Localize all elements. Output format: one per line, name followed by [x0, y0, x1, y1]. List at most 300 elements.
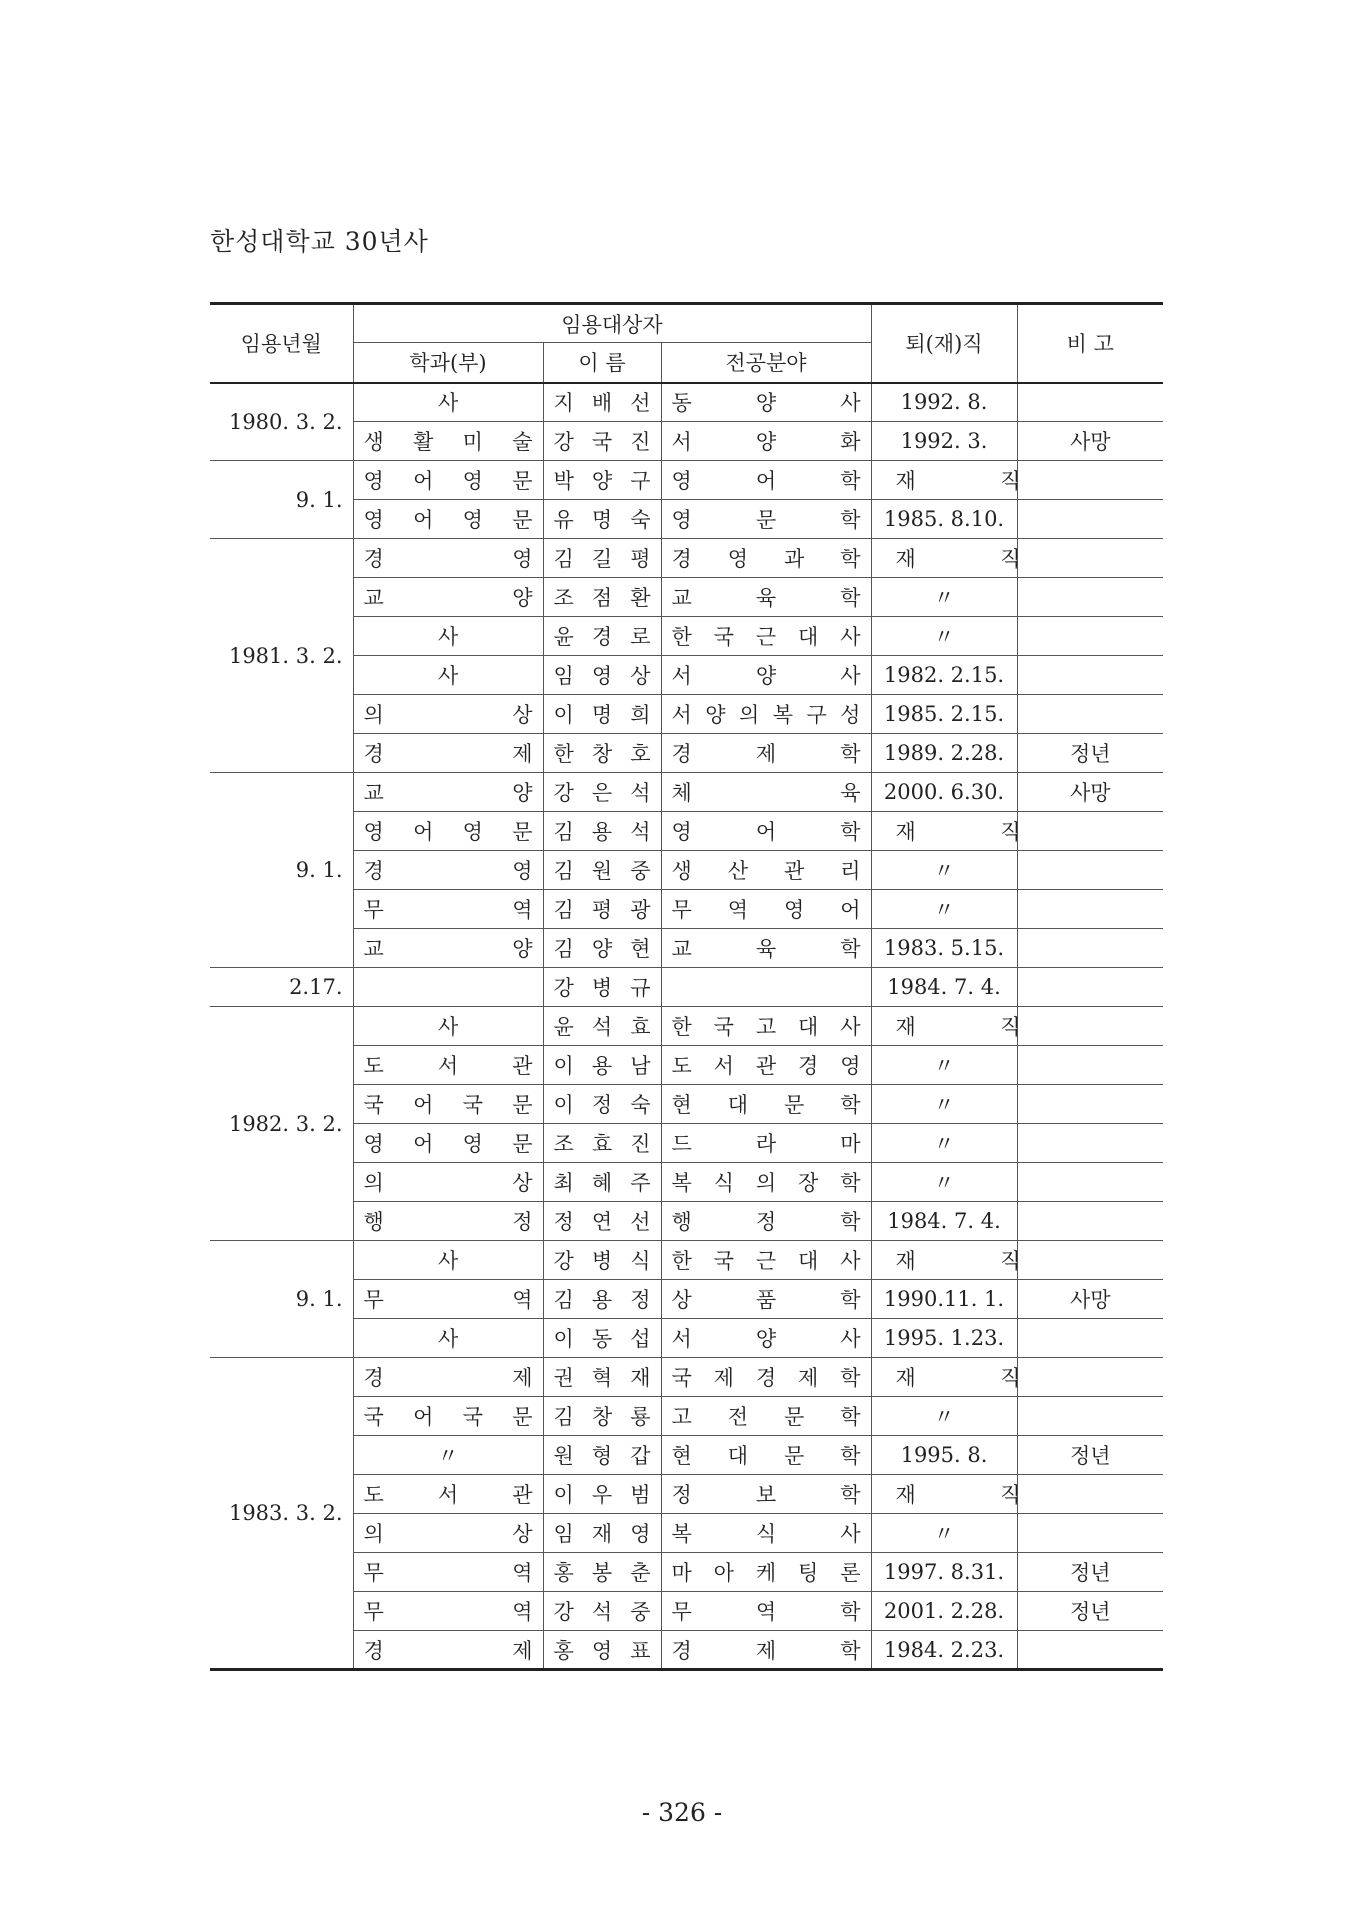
field-cell-text: 경 제 학 [671, 742, 861, 766]
retire-cell-text: 1992. 8. [900, 390, 988, 415]
table-row [210, 578, 1163, 617]
table-row [210, 890, 1163, 929]
table-body [210, 383, 1163, 1670]
field-cell-text: 현 대 문 학 [671, 1444, 861, 1468]
name-cell [543, 1631, 661, 1670]
appointment-date: 1981. 3. 2. [210, 539, 353, 773]
field-cell-text: 복 식 의 장 학 [671, 1171, 861, 1195]
retire-cell-text: 재 직 [895, 1483, 1021, 1507]
retire-cell [871, 929, 1017, 968]
dept-cell-text: 경 제 [363, 742, 533, 766]
dept-cell [353, 1358, 543, 1397]
table-row [210, 1163, 1163, 1202]
retire-cell [871, 1163, 1017, 1202]
field-cell [661, 1553, 871, 1592]
retire-cell [871, 461, 1021, 500]
name-cell-text: 윤 경 로 [553, 625, 651, 649]
name-cell-text: 조 효 진 [553, 1132, 651, 1156]
name-cell-text: 김 길 평 [553, 547, 651, 571]
name-cell [543, 1514, 661, 1553]
field-cell-text: 고 전 문 학 [671, 1405, 861, 1429]
page-number: - 326 - [641, 1798, 723, 1827]
dept-cell [353, 1202, 543, 1241]
name-cell [543, 929, 661, 968]
dept-cell [353, 773, 543, 812]
retire-cell-text: 재 직 [895, 820, 1021, 844]
dept-cell-text: 경 제 [363, 1366, 533, 1390]
name-cell-text: 임 영 상 [553, 664, 651, 688]
field-cell-text: 서 양 사 [671, 1327, 861, 1351]
dept-cell-text: 의 상 [363, 1171, 533, 1195]
retire-cell-text: 1984. 7. 4. [887, 1209, 1001, 1233]
table-row [210, 1553, 1163, 1592]
retire-cell-text: 1985. 2.15. [883, 702, 1005, 726]
field-cell [661, 1202, 871, 1241]
field-cell [661, 1280, 871, 1319]
table-row [210, 695, 1163, 734]
dept-cell-text: 국 어 국 문 [363, 1405, 533, 1429]
retire-cell [871, 968, 1017, 1007]
appointment-date: 9. 1. [210, 461, 353, 539]
retire-cell-text: 재 직 [895, 547, 1021, 571]
name-cell-text: 한 창 호 [553, 742, 651, 766]
retire-cell [871, 1085, 1017, 1124]
field-cell [661, 422, 871, 461]
retire-cell-text: 〃 [933, 1054, 955, 1078]
name-cell [543, 812, 661, 851]
note-cell [1017, 812, 1163, 851]
retire-cell-text: 2001. 2.28. [883, 1599, 1005, 1623]
retire-cell [871, 734, 1017, 773]
field-cell [661, 1397, 871, 1436]
dept-cell [353, 812, 543, 851]
name-cell [543, 617, 661, 656]
dept-cell [353, 422, 543, 461]
note-cell [1017, 1007, 1163, 1046]
name-cell-text: 강 은 석 [553, 781, 651, 805]
dept-cell-text: 생 활 미 술 [363, 430, 533, 454]
dept-cell-text: 영 어 영 문 [363, 469, 533, 493]
table-row [210, 1085, 1163, 1124]
name-cell [543, 422, 661, 461]
name-cell [543, 1553, 661, 1592]
header-retire: 퇴(재)직 [871, 304, 1017, 383]
field-cell [661, 1358, 871, 1397]
retire-cell-text: 〃 [933, 1522, 955, 1546]
retire-cell-text: 1995. 1.23. [883, 1326, 1005, 1350]
note-cell [1017, 968, 1163, 1007]
retire-cell [871, 812, 1021, 851]
name-cell-text: 원 형 갑 [553, 1444, 651, 1468]
field-cell-text: 도 서 관 경 영 [671, 1054, 861, 1078]
table-row [210, 500, 1163, 539]
retire-cell [871, 695, 1017, 734]
table-row [210, 812, 1163, 851]
dept-cell [353, 1397, 543, 1436]
name-cell-text: 이 정 숙 [553, 1093, 651, 1117]
field-cell [661, 1319, 871, 1358]
table-row [210, 773, 1163, 812]
note-cell [1017, 1085, 1163, 1124]
appointment-table [210, 302, 1163, 1671]
retire-cell-text: 재 직 [895, 1015, 1021, 1039]
dept-cell-text: 무 역 [363, 898, 533, 922]
retire-cell [871, 851, 1017, 890]
dept-cell [353, 734, 543, 773]
dept-cell-text: 의 상 [363, 1522, 533, 1546]
retire-cell [871, 1280, 1017, 1319]
note-cell [1017, 1241, 1163, 1280]
dept-cell-text: 영 어 영 문 [363, 508, 533, 532]
field-cell-text: 상 품 학 [671, 1288, 861, 1312]
note-cell [1017, 1592, 1163, 1631]
dept-cell-text: 사 [437, 1327, 459, 1351]
field-cell [661, 773, 871, 812]
table-row [210, 1397, 1163, 1436]
name-cell [543, 695, 661, 734]
retire-cell [871, 1514, 1017, 1553]
retire-cell-text: 1984. 2.23. [883, 1637, 1005, 1662]
field-cell-text: 교 육 학 [671, 937, 861, 961]
running-header: 한성대학교 30년사 [210, 227, 429, 256]
note-cell [1017, 539, 1163, 578]
header-dept: 학과(부) [353, 343, 543, 383]
dept-cell [353, 929, 543, 968]
name-cell-text: 조 점 환 [553, 586, 651, 610]
dept-cell [353, 1241, 543, 1280]
table-row [210, 656, 1163, 695]
note-cell [1017, 422, 1163, 461]
dept-cell-text: 교 양 [363, 781, 533, 805]
field-cell-text: 서 양 화 [671, 430, 861, 454]
retire-cell-text: 1990.11. 1. [883, 1287, 1005, 1311]
name-cell [543, 1358, 661, 1397]
table-row [210, 1319, 1163, 1358]
dept-cell-text: 경 영 [363, 859, 533, 883]
name-cell-text: 박 양 구 [553, 469, 651, 493]
field-cell-text: 영 문 학 [671, 508, 861, 532]
retire-cell [871, 1241, 1021, 1280]
name-cell-text: 김 창 룡 [553, 1405, 651, 1429]
field-cell-text: 동 양 사 [671, 391, 861, 416]
dept-cell [353, 1553, 543, 1592]
dept-cell-text: 영 어 영 문 [363, 820, 533, 844]
field-cell [661, 1514, 871, 1553]
note-cell [1017, 1514, 1163, 1553]
table-row [210, 422, 1163, 461]
name-cell-text: 홍 봉 춘 [553, 1561, 651, 1585]
dept-cell [353, 1592, 543, 1631]
name-cell-text: 강 병 식 [553, 1249, 651, 1273]
retire-cell-text: 〃 [933, 1171, 955, 1195]
field-cell-text: 무 역 영 어 [671, 898, 861, 922]
field-cell [661, 1241, 871, 1280]
field-cell [661, 461, 871, 500]
table-row [210, 1631, 1163, 1670]
dept-cell [353, 539, 543, 578]
name-cell-text: 강 병 규 [553, 976, 651, 1000]
retire-cell-text: 재 직 [895, 1366, 1021, 1390]
note-cell-text: 정년 [1069, 1561, 1111, 1585]
field-cell [661, 929, 871, 968]
dept-cell-text: 사 [437, 625, 459, 649]
table-row [210, 539, 1163, 578]
name-cell [543, 851, 661, 890]
name-cell-text: 김 용 정 [553, 1288, 651, 1312]
dept-cell [353, 1475, 543, 1514]
dept-cell [353, 1280, 543, 1319]
name-cell [543, 1436, 661, 1475]
field-cell [661, 1046, 871, 1085]
note-cell [1017, 734, 1163, 773]
name-cell-text: 김 용 석 [553, 820, 651, 844]
field-cell [661, 1124, 871, 1163]
name-cell-text: 이 명 희 [553, 703, 651, 727]
field-cell-text: 영 어 학 [671, 469, 861, 493]
note-cell [1017, 1475, 1163, 1514]
field-cell-text: 무 역 학 [671, 1600, 861, 1624]
dept-cell-text: 교 양 [363, 586, 533, 610]
table-row [210, 734, 1163, 773]
field-cell-text: 체 육 [671, 781, 861, 805]
retire-cell [871, 539, 1021, 578]
name-cell-text: 이 동 섭 [553, 1327, 651, 1351]
note-cell [1017, 656, 1163, 695]
header-group: 임용대상자 [353, 304, 871, 343]
note-cell [1017, 890, 1163, 929]
dept-cell [353, 968, 543, 1007]
table-row [210, 1358, 1163, 1397]
table-row [210, 1280, 1163, 1319]
retire-cell [871, 617, 1017, 656]
field-cell-text: 정 보 학 [671, 1483, 861, 1507]
table-row [210, 1046, 1163, 1085]
field-cell [661, 851, 871, 890]
appointment-date: 1980. 3. 2. [210, 383, 353, 461]
table-row [210, 968, 1163, 1007]
field-cell-text: 서 양 사 [671, 664, 861, 688]
note-cell-text: 사망 [1069, 1288, 1111, 1312]
appointment-date: 9. 1. [210, 1241, 353, 1358]
name-cell-text: 홍 영 표 [553, 1638, 651, 1663]
field-cell-text: 서 양 의 복 구 성 [671, 703, 861, 727]
dept-cell [353, 890, 543, 929]
dept-cell [353, 1007, 543, 1046]
retire-cell-text: 재 직 [895, 1249, 1021, 1273]
retire-cell [871, 500, 1017, 539]
dept-cell [353, 1514, 543, 1553]
note-cell [1017, 1553, 1163, 1592]
field-cell [661, 1085, 871, 1124]
dept-cell-text: 사 [437, 664, 459, 688]
name-cell [543, 1280, 661, 1319]
field-cell [661, 578, 871, 617]
retire-cell [871, 1358, 1021, 1397]
field-cell [661, 500, 871, 539]
retire-cell-text: 〃 [933, 586, 955, 610]
name-cell [543, 656, 661, 695]
appointment-date: 1982. 3. 2. [210, 1007, 353, 1241]
note-cell [1017, 1358, 1163, 1397]
field-cell-text: 한 국 근 대 사 [671, 625, 861, 649]
retire-cell-text: 1985. 8.10. [883, 507, 1005, 531]
table-row [210, 1202, 1163, 1241]
dept-cell [353, 1046, 543, 1085]
field-cell [661, 383, 871, 422]
dept-cell-text: 국 어 국 문 [363, 1093, 533, 1117]
field-cell-text: 교 육 학 [671, 586, 861, 610]
name-cell [543, 1319, 661, 1358]
retire-cell [871, 578, 1017, 617]
note-cell-text: 정년 [1069, 1444, 1111, 1468]
name-cell [543, 383, 661, 422]
note-cell [1017, 1280, 1163, 1319]
name-cell [543, 539, 661, 578]
note-cell [1017, 1202, 1163, 1241]
name-cell-text: 최 혜 주 [553, 1171, 651, 1195]
retire-cell-text: 〃 [933, 1093, 955, 1117]
retire-cell-text: 1984. 7. 4. [887, 975, 1001, 999]
name-cell-text: 김 평 광 [553, 898, 651, 922]
name-cell [543, 734, 661, 773]
retire-cell [871, 1007, 1021, 1046]
dept-cell [353, 851, 543, 890]
field-cell [661, 656, 871, 695]
retire-cell [871, 773, 1017, 812]
name-cell-text: 강 석 중 [553, 1600, 651, 1624]
name-cell-text: 윤 석 효 [553, 1015, 651, 1039]
retire-cell [871, 1397, 1017, 1436]
note-cell [1017, 773, 1163, 812]
field-cell-text: 드 라 마 [671, 1132, 861, 1156]
field-cell [661, 890, 871, 929]
header-field: 전공분야 [661, 343, 871, 383]
field-cell [661, 1436, 871, 1475]
retire-cell-text: 1995. 8. [900, 1443, 988, 1467]
name-cell-text: 임 재 영 [553, 1522, 651, 1546]
field-cell-text: 경 제 학 [671, 1638, 861, 1663]
name-cell-text: 김 양 현 [553, 937, 651, 961]
name-cell-text: 김 원 중 [553, 859, 651, 883]
dept-cell-text: 영 어 영 문 [363, 1132, 533, 1156]
field-cell [661, 812, 871, 851]
dept-cell [353, 1163, 543, 1202]
retire-cell-text: 1992. 3. [900, 429, 988, 453]
dept-cell [353, 1124, 543, 1163]
field-cell-text: 한 국 고 대 사 [671, 1015, 861, 1039]
retire-cell [871, 1553, 1017, 1592]
name-cell-text: 이 우 범 [553, 1483, 651, 1507]
appointment-date: 9. 1. [210, 773, 353, 968]
dept-cell-text: 무 역 [363, 1561, 533, 1585]
field-cell [661, 734, 871, 773]
field-cell-text: 현 대 문 학 [671, 1093, 861, 1117]
note-cell [1017, 578, 1163, 617]
note-cell-text: 정년 [1069, 742, 1111, 766]
retire-cell-text: 〃 [933, 898, 955, 922]
table-row [210, 1475, 1163, 1514]
note-cell [1017, 1397, 1163, 1436]
table-row [210, 1514, 1163, 1553]
header-date: 임용년월 [210, 304, 353, 383]
field-cell [661, 1007, 871, 1046]
name-cell [543, 1202, 661, 1241]
name-cell [543, 890, 661, 929]
table-row [210, 1007, 1163, 1046]
dept-cell [353, 1085, 543, 1124]
field-cell [661, 695, 871, 734]
name-cell [543, 1124, 661, 1163]
retire-cell-text: 〃 [933, 859, 955, 883]
dept-cell [353, 656, 543, 695]
name-cell [543, 1475, 661, 1514]
field-cell-text: 경 영 과 학 [671, 547, 861, 571]
retire-cell-text: 1989. 2.28. [883, 741, 1005, 765]
dept-cell-text: 사 [437, 391, 459, 416]
field-cell [661, 1163, 871, 1202]
note-cell [1017, 1319, 1163, 1358]
retire-cell-text: 〃 [933, 1405, 955, 1429]
dept-cell-text: 도 서 관 [363, 1483, 533, 1507]
dept-cell [353, 578, 543, 617]
dept-cell-text: 경 영 [363, 547, 533, 571]
note-cell [1017, 1163, 1163, 1202]
dept-cell [353, 461, 543, 500]
table-row [210, 461, 1163, 500]
retire-cell [871, 1124, 1017, 1163]
field-cell-text: 행 정 학 [671, 1210, 861, 1234]
retire-cell [871, 383, 1017, 422]
retire-cell [871, 422, 1017, 461]
dept-cell [353, 500, 543, 539]
retire-cell [871, 1631, 1017, 1670]
retire-cell-text: 2000. 6.30. [883, 780, 1005, 804]
dept-cell-text: 의 상 [363, 703, 533, 727]
retire-cell [871, 1592, 1017, 1631]
dept-cell [353, 1319, 543, 1358]
dept-cell-text: 사 [437, 1249, 459, 1273]
table-row [210, 929, 1163, 968]
field-cell [661, 539, 871, 578]
field-cell-text: 복 식 사 [671, 1522, 861, 1546]
field-cell-text: 마 아 케 팅 론 [671, 1561, 861, 1585]
name-cell-text: 이 용 남 [553, 1054, 651, 1078]
name-cell [543, 1592, 661, 1631]
header-note: 비 고 [1017, 304, 1163, 383]
field-cell-text: 영 어 학 [671, 820, 861, 844]
field-cell-text: 한 국 근 대 사 [671, 1249, 861, 1273]
note-cell [1017, 851, 1163, 890]
dept-cell-text: 무 역 [363, 1288, 533, 1312]
retire-cell-text: 1997. 8.31. [883, 1560, 1005, 1584]
retire-cell [871, 1436, 1017, 1475]
field-cell-text: 생 산 관 리 [671, 859, 861, 883]
dept-cell [353, 695, 543, 734]
dept-cell-text: 교 양 [363, 937, 533, 961]
retire-cell-text: 〃 [933, 1132, 955, 1156]
name-cell [543, 1007, 661, 1046]
name-cell [543, 461, 661, 500]
name-cell [543, 500, 661, 539]
note-cell [1017, 695, 1163, 734]
dept-cell [353, 617, 543, 656]
note-cell [1017, 1046, 1163, 1085]
field-cell [661, 968, 871, 1007]
note-cell [1017, 383, 1163, 422]
retire-cell [871, 890, 1017, 929]
name-cell [543, 1046, 661, 1085]
retire-cell-text: 〃 [933, 625, 955, 649]
